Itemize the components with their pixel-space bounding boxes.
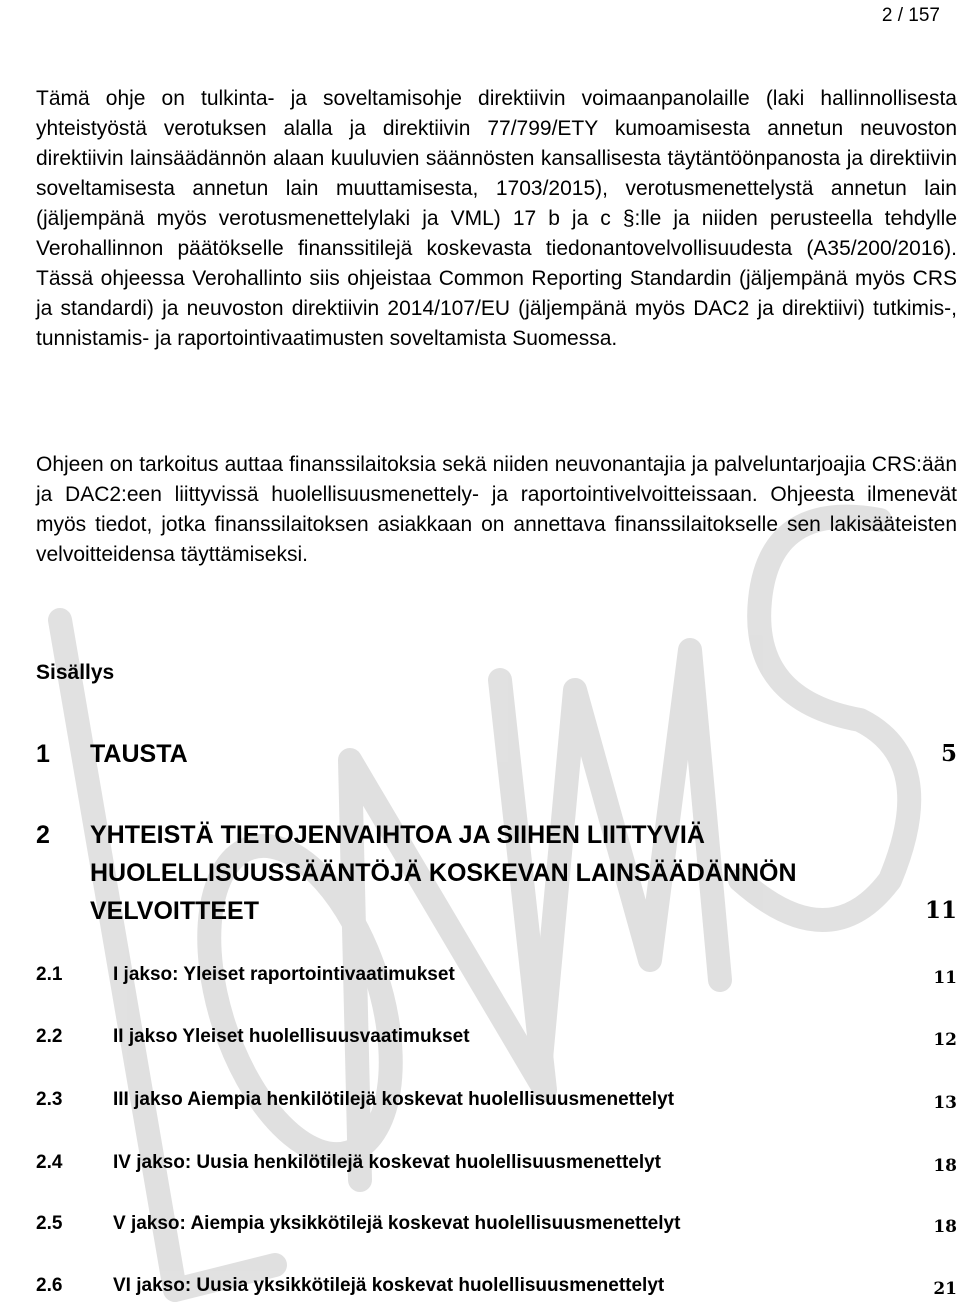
toc-chapter-title: YHTEISTÄ TIETOJENVAIHTOA JA SIIHEN LIITTYVIÄ HUOLELLISUUSSÄÄNTÖJÄ KOSKEVAN LAINSÄÄDÄNNÖN VELVOITTEET — [90, 821, 797, 925]
toc-section-number: 2.2 — [36, 1026, 63, 1047]
toc-section-2-4[interactable] — [36, 1149, 957, 1177]
toc-section-page: 12 — [933, 1030, 957, 1050]
intro-paragraph: Tämä ohje on tulkinta- ja soveltamisohje direktiivin voimaanpanolaille (laki hallinnollisesta yhteistyöstä verotuksen alalla ja direktiivin 77/799/ETY kumoamisesta annetun neuvoston direktiivin lainsäädännön alaan kuuluvien säännösten kansallisesta täytäntöönpanosta ja direktiivin soveltamisesta annetun lain muuttamisesta, 1703/2015), verotusmenettelystä annetun lain (jäljempänä myös verotusmenettelylaki ja VML) 17 b ja c §:lle ja niiden perusteella tehdylle Verohallinnon päätökselle finanssitilejä koskevasta tiedonantovelvollisuudesta (A35/200/2016). Tässä ohjeessa Verohallinto siis ohjeistaa Common Reporting Standardin (jäljempänä myös CRS ja standardi) ja neuvoston direktiivin 2014/107/EU (jäljempänä myös DAC2 ja direktiivi) tutkimis-, tunnistamis- ja raportointivaatimusten soveltamista Suomessa. — [36, 87, 957, 350]
toc-section-page: 21 — [933, 1279, 957, 1299]
toc-section-page: 11 — [933, 968, 957, 988]
toc-section-2-3[interactable] — [36, 1086, 957, 1114]
toc-section-title: VI jakso: Uusia yksikkötilejä koskevat huolellisuusmenettelyt — [113, 1275, 665, 1296]
toc-section-2-2[interactable] — [36, 1023, 957, 1051]
toc-section-number: 2.1 — [36, 964, 63, 985]
toc-chapter-title: TAUSTA — [90, 740, 188, 768]
page-number: 2 / 157 — [881, 5, 940, 26]
purpose-paragraph: Ohjeen on tarkoitus auttaa finanssilaitoksia sekä niiden neuvonantajia ja palveluntarjoajia CRS:ään ja DAC2:een liittyvissä huolellisuusmenettely- ja raportointivelvoitteissaan. Ohjeesta ilmenevät myös tiedot, jotka finanssilaitoksen asiakkaan on annettava finanssilaitokselle sen lakisääteisten velvoitteidensa täyttämiseksi. — [36, 453, 957, 566]
toc-chapter-page: 11 — [924, 897, 957, 924]
toc-section-number: 2.5 — [36, 1213, 63, 1234]
toc-section-2-1[interactable] — [36, 961, 957, 989]
toc-section-title: II jakso Yleiset huolellisuusvaatimukset — [113, 1026, 470, 1047]
toc-section-page: 18 — [933, 1156, 957, 1176]
toc-title: Sisällys — [36, 661, 115, 684]
toc-section-number: 2.3 — [36, 1089, 63, 1110]
toc-section-title: V jakso: Aiempia yksikkötilejä koskevat huolellisuusmenettelyt — [113, 1213, 681, 1234]
toc-chapter-number: 2 — [36, 821, 50, 849]
toc-section-page: 18 — [933, 1217, 957, 1237]
toc-section-2-6[interactable] — [36, 1272, 957, 1300]
toc-chapter-number: 1 — [36, 740, 50, 768]
toc-chapter-2[interactable] — [36, 816, 957, 930]
toc-section-2-5[interactable] — [36, 1210, 957, 1238]
toc-section-number: 2.6 — [36, 1275, 63, 1296]
toc-chapter-page: 5 — [940, 740, 957, 767]
toc-section-title: III jakso Aiempia henkilötilejä koskevat huolellisuusmenettelyt — [113, 1089, 675, 1110]
toc-section-page: 13 — [933, 1093, 957, 1113]
toc-section-number: 2.4 — [36, 1152, 63, 1173]
toc-section-title: IV jakso: Uusia henkilötilejä koskevat huolellisuusmenettelyt — [113, 1152, 662, 1173]
toc-section-title: I jakso: Yleiset raportointivaatimukset — [113, 964, 455, 985]
toc-chapter-1[interactable] — [36, 735, 957, 773]
